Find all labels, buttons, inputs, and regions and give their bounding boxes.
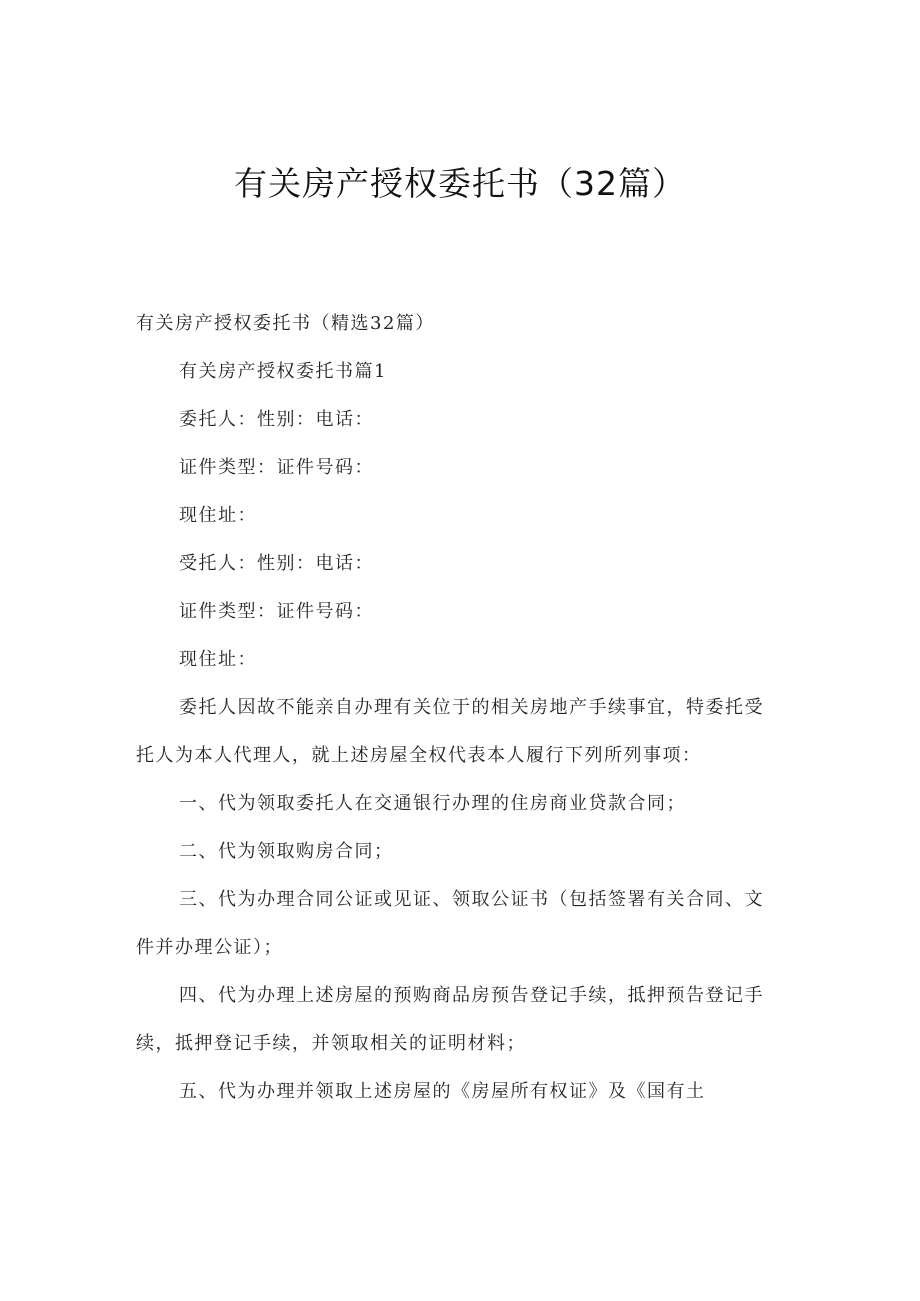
subtitle-line: 有关房产授权委托书（精选32篇） bbox=[136, 313, 435, 334]
list-item-line: 一、代为领取委托人在交通银行办理的住房商业贷款合同； bbox=[179, 793, 686, 814]
agent-info-line: 受托人：性别：电话： bbox=[179, 553, 374, 574]
list-item-line: 五、代为办理并领取上述房屋的《房屋所有权证》及《国有土 bbox=[179, 1081, 706, 1102]
document-body bbox=[136, 306, 784, 1122]
list-item-line: 件并办理公证）； bbox=[136, 937, 283, 958]
agent-address-line: 现住址： bbox=[179, 649, 257, 670]
agent-id-line: 证件类型：证件号码： bbox=[179, 601, 374, 622]
list-item-line: 四、代为办理上述房屋的预购商品房预告登记手续，抵押预告登记手 bbox=[179, 985, 764, 1006]
principal-address-line: 现住址： bbox=[179, 505, 257, 526]
section-heading: 有关房产授权委托书篇1 bbox=[179, 361, 387, 382]
paragraph-line: 委托人因故不能亲自办理有关位于的相关房地产手续事宜，特委托受 bbox=[179, 697, 764, 718]
document-title: 有关房产授权委托书（32篇） bbox=[234, 164, 686, 203]
list-item-line: 二、代为领取购房合同； bbox=[179, 841, 394, 862]
principal-id-line: 证件类型：证件号码： bbox=[179, 457, 374, 478]
paragraph-line: 托人为本人代理人，就上述房屋全权代表本人履行下列所列事项： bbox=[136, 745, 702, 766]
list-item-line: 续，抵押登记手续，并领取相关的证明材料； bbox=[136, 1033, 526, 1054]
principal-info-line: 委托人：性别：电话： bbox=[179, 409, 374, 430]
list-item-line: 三、代为办理合同公证或见证、领取公证书（包括签署有关合同、文 bbox=[179, 889, 764, 910]
